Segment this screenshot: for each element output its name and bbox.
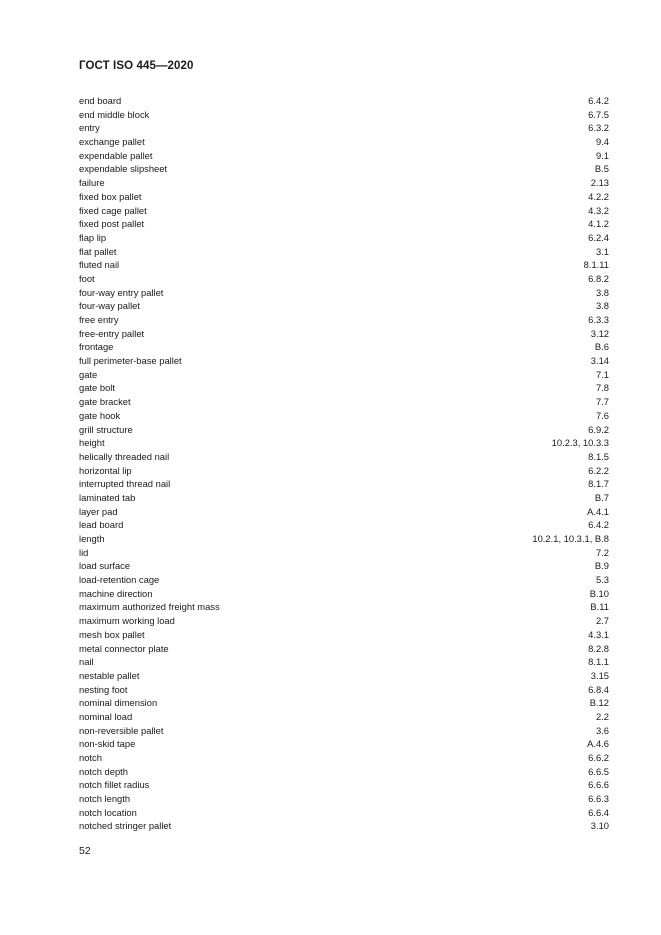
index-reference: A.4.6: [587, 738, 609, 750]
index-reference: 9.4: [595, 136, 609, 148]
index-term: lid: [79, 546, 89, 558]
index-entry: [79, 806, 609, 820]
index-reference: 6.2.4: [588, 231, 609, 243]
index-entry: [79, 108, 609, 122]
index-entry: [79, 176, 609, 190]
index-term: maximum authorized freight mass: [79, 601, 220, 613]
index-term: load-retention cage: [79, 574, 160, 586]
index-reference: 6.3.2: [588, 122, 609, 134]
index-term: notch fillet radius: [79, 779, 150, 791]
index-term: mesh box pallet: [79, 628, 145, 640]
index-reference: 6.9.2: [588, 423, 609, 435]
index-term: helically threaded nail: [79, 450, 170, 462]
index-entry: [79, 121, 609, 135]
index-reference: 3.8: [595, 300, 609, 312]
index-term: machine direction: [79, 587, 153, 599]
index-entry: [79, 368, 609, 382]
index-reference: 3.10: [590, 820, 609, 832]
index-term: entry: [79, 122, 100, 134]
index-term: end board: [79, 95, 122, 106]
index-entry: [79, 258, 609, 272]
index-term: layer pad: [79, 505, 118, 517]
index-term: notch length: [79, 793, 131, 805]
index-term: full perimeter-base pallet: [79, 355, 182, 367]
index-entry: [79, 299, 609, 313]
index-term: grill structure: [79, 423, 133, 435]
index-reference: 6.8.2: [588, 272, 609, 284]
index-reference: 3.1: [595, 245, 609, 257]
index-entry: [79, 272, 609, 286]
index-term: non-reversible pallet: [79, 724, 164, 736]
index-reference: 6.4.2: [588, 95, 609, 106]
index-reference: 3.14: [590, 355, 609, 367]
index-reference: 4.1.2: [588, 218, 609, 230]
index-term: interrupted thread nail: [79, 478, 171, 490]
index-term: notch location: [79, 806, 137, 818]
index-term: maximum working load: [79, 615, 175, 627]
index-reference: 4.3.1: [588, 628, 609, 640]
index-entry: [79, 409, 609, 423]
index-entry: [79, 724, 609, 738]
index-term: fluted nail: [79, 259, 120, 271]
index-reference: 2.13: [590, 177, 609, 189]
index-entry: [79, 464, 609, 478]
index-entry: [79, 381, 609, 395]
index-term: gate hook: [79, 409, 121, 421]
index-entry: [79, 340, 609, 354]
index-entry: [79, 778, 609, 792]
index-term: load surface: [79, 560, 131, 572]
index-reference: 3.8: [595, 286, 609, 298]
index-term: frontage: [79, 341, 114, 353]
index-reference: 10.2.1, 10.3.1, B.8: [532, 533, 609, 544]
index-entry: [79, 327, 609, 341]
index-reference: 6.2.2: [588, 464, 609, 476]
index-term: horizontal lip: [79, 464, 132, 476]
index-term: nail: [79, 656, 94, 668]
index-reference: 6.4.2: [588, 519, 609, 531]
page-number: 52: [79, 845, 91, 857]
index-entry: [79, 518, 609, 532]
index-term: notch depth: [79, 765, 128, 777]
index-term: non-skid tape: [79, 738, 136, 750]
index-term: nominal load: [79, 710, 133, 722]
index-term: laminated tab: [79, 491, 136, 503]
index-reference: 6.6.3: [588, 793, 609, 805]
index-entry: [79, 231, 609, 245]
index-term: fixed post pallet: [79, 218, 145, 230]
index-entry: [79, 149, 609, 163]
index-reference: B.11: [590, 601, 609, 613]
index-term: nesting foot: [79, 683, 128, 695]
index-term: height: [79, 437, 105, 449]
index-entry: [79, 600, 609, 614]
index-reference: A.4.1: [587, 505, 609, 517]
index-entry: [79, 491, 609, 505]
index-reference: 7.8: [595, 382, 609, 394]
index-term: flap lip: [79, 231, 107, 243]
index-entry: [79, 94, 609, 108]
index-entry: [79, 395, 609, 409]
index-reference: 3.15: [590, 669, 609, 681]
index-entry: [79, 642, 609, 656]
index-term: nominal dimension: [79, 697, 158, 709]
index-reference: 10.2.3, 10.3.3: [551, 437, 609, 449]
index-term: expendable slipsheet: [79, 163, 168, 175]
index-reference: 9.1: [595, 149, 609, 161]
index-term: expendable pallet: [79, 149, 153, 161]
index-term: lead board: [79, 519, 124, 531]
index-entry: [79, 587, 609, 601]
index-entry: [79, 683, 609, 697]
index-reference: 8.1.5: [588, 450, 609, 462]
index-entry: [79, 546, 609, 560]
index-entry: [79, 450, 609, 464]
alphabetical-index: [79, 94, 609, 833]
document-header: ГОСТ ISO 445—2020: [79, 60, 194, 72]
index-entry: [79, 313, 609, 327]
index-entry: [79, 819, 609, 833]
index-term: notched stringer pallet: [79, 820, 172, 832]
index-entry: [79, 204, 609, 218]
index-term: failure: [79, 177, 105, 189]
index-entry: [79, 423, 609, 437]
index-reference: 2.7: [595, 615, 609, 627]
index-entry: [79, 792, 609, 806]
index-entry: [79, 696, 609, 710]
index-term: gate: [79, 368, 98, 380]
index-entry: [79, 669, 609, 683]
index-term: gate bolt: [79, 382, 115, 394]
index-entry: [79, 573, 609, 587]
index-reference: 6.6.6: [588, 779, 609, 791]
index-entry: [79, 190, 609, 204]
index-reference: 6.3.3: [588, 314, 609, 325]
index-entry: [79, 655, 609, 669]
index-reference: 7.6: [595, 409, 609, 421]
index-reference: 7.7: [595, 396, 609, 408]
index-entry: [79, 135, 609, 149]
index-term: gate bracket: [79, 396, 131, 408]
index-entry: [79, 354, 609, 368]
index-entry: [79, 477, 609, 491]
index-term: metal connector plate: [79, 642, 169, 654]
index-term: four-way entry pallet: [79, 286, 164, 298]
index-reference: 4.3.2: [588, 204, 609, 216]
index-entry: [79, 751, 609, 765]
index-term: flat pallet: [79, 245, 117, 257]
index-reference: 4.2.2: [588, 190, 609, 202]
index-term: free-entry pallet: [79, 327, 145, 339]
index-entry: [79, 286, 609, 300]
index-term: fixed box pallet: [79, 190, 142, 202]
index-reference: B.9: [594, 560, 609, 572]
index-reference: 5.3: [595, 574, 609, 586]
index-term: notch: [79, 752, 102, 763]
index-entry: [79, 245, 609, 259]
index-term: foot: [79, 272, 95, 284]
index-entry: [79, 162, 609, 176]
index-reference: B.5: [594, 163, 609, 175]
index-reference: 8.2.8: [588, 642, 609, 654]
index-term: four-way pallet: [79, 300, 140, 312]
index-entry: [79, 532, 609, 546]
index-reference: B.7: [594, 491, 609, 503]
index-reference: 3.6: [595, 724, 609, 736]
index-reference: 7.1: [595, 368, 609, 380]
index-entry: [79, 436, 609, 450]
index-term: fixed cage pallet: [79, 204, 147, 216]
index-entry: [79, 614, 609, 628]
index-reference: 8.1.1: [588, 656, 609, 668]
index-entry: [79, 505, 609, 519]
index-entry: [79, 710, 609, 724]
index-reference: B.12: [589, 697, 609, 709]
index-entry: [79, 628, 609, 642]
index-reference: 6.6.2: [588, 752, 609, 763]
index-reference: B.10: [589, 587, 609, 599]
index-reference: 8.1.7: [588, 478, 609, 490]
index-term: free entry: [79, 314, 119, 325]
index-term: nestable pallet: [79, 669, 140, 681]
index-term: end middle block: [79, 108, 150, 120]
index-term: exchange pallet: [79, 136, 145, 148]
index-reference: B.6: [594, 341, 609, 353]
index-entry: [79, 737, 609, 751]
index-entry: [79, 559, 609, 573]
index-reference: 2.2: [595, 710, 609, 722]
index-reference: 8.1.11: [583, 259, 609, 271]
index-term: length: [79, 533, 105, 544]
index-reference: 7.2: [595, 546, 609, 558]
index-entry: [79, 765, 609, 779]
index-reference: 6.8.4: [588, 683, 609, 695]
index-reference: 6.6.4: [588, 806, 609, 818]
index-entry: [79, 217, 609, 231]
index-reference: 6.6.5: [588, 765, 609, 777]
index-reference: 6.7.5: [588, 108, 609, 120]
index-reference: 3.12: [590, 327, 609, 339]
